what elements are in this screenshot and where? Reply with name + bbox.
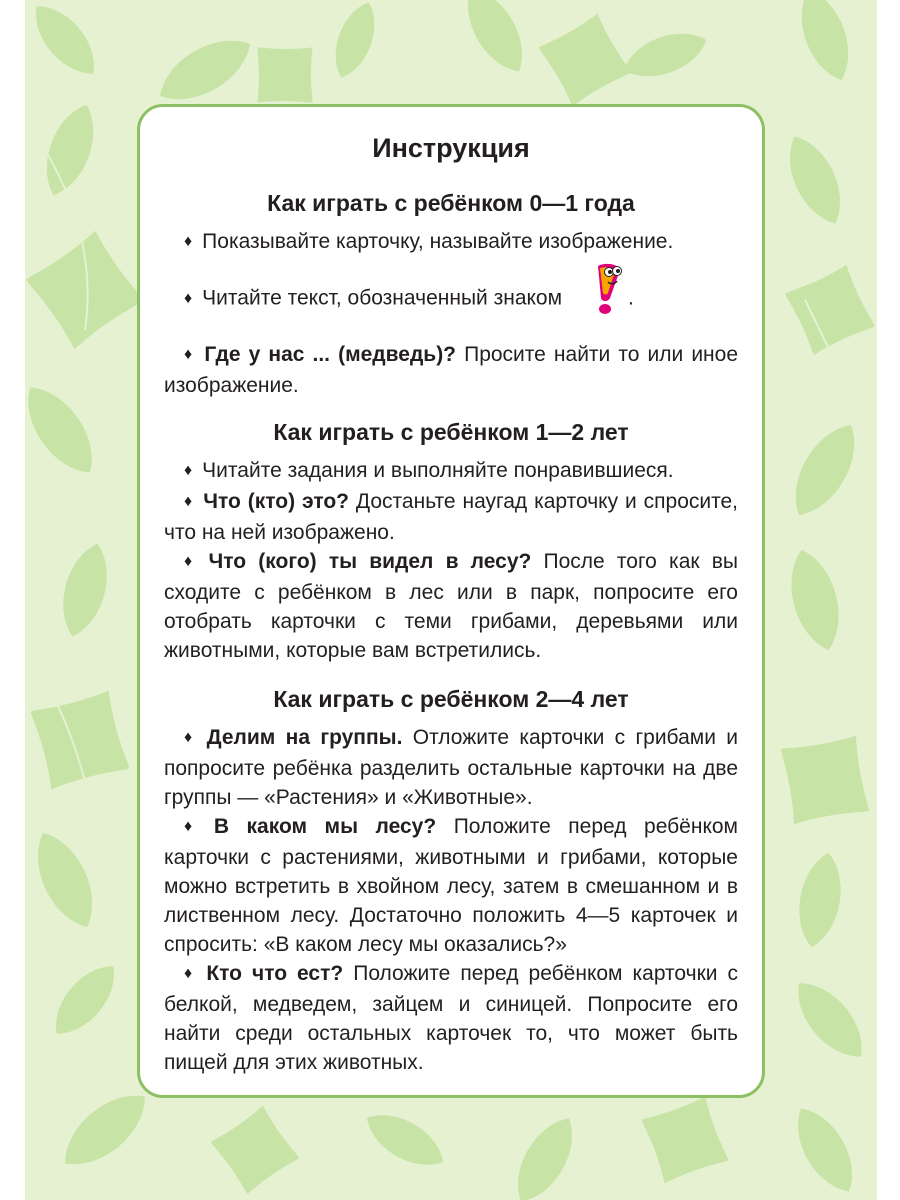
item-suffix: .	[628, 286, 634, 310]
list-item	[164, 340, 738, 400]
bullet-icon: ♦	[184, 553, 199, 570]
section-items-2-4	[164, 723, 738, 1077]
item-bold: Делим на группы.	[206, 726, 403, 749]
item-bold: Что (кто) это?	[203, 490, 349, 513]
item-bold: В каком мы лесу?	[213, 815, 437, 838]
bullet-icon: ♦	[184, 346, 195, 363]
item-bold: Где у нас ... (медведь)?	[204, 343, 457, 366]
item-bold: Что (кого) ты видел в лесу?	[208, 550, 532, 573]
item-text: Просите найти то или иное изображение.	[164, 343, 738, 397]
exclamation-mark-icon	[568, 260, 626, 324]
list-item	[164, 227, 738, 258]
list-item	[164, 456, 738, 487]
bullet-icon: ♦	[184, 289, 193, 307]
item-text: После того как вы сходите с ребёнком в лес или в парк, попросите его отобрать карточки с теми грибами, деревьями или животными, которые вам встретились.	[164, 550, 738, 662]
item-bold: Кто что ест?	[206, 962, 344, 985]
item-text: Читайте задания и выполняйте понравившиеся.	[202, 459, 674, 482]
section-items-0-1	[164, 227, 738, 400]
item-text: Отложите карточки с грибами и попросите ребёнка разделить остальные карточки на две группы — «Растения» и «Животные».	[164, 726, 738, 809]
item-text: Достаньте наугад карточку и спросите, что на ней изображено.	[164, 490, 738, 544]
instruction-card	[137, 104, 765, 1098]
item-text: Читайте текст, обозначенный знаком	[202, 286, 563, 310]
bullet-icon: ♦	[184, 233, 193, 250]
bullet-icon: ♦	[184, 493, 194, 510]
item-text: Положите перед ребёнком карточки с растениями, животными и грибами, которые можно встретить в хвойном лесу, затем в смешанном и в лиственном лесу. Достаточно положить 4—5 карточек и спросить: «В каком лесу мы оказались?»	[164, 815, 738, 956]
section-items-1-2	[164, 456, 738, 665]
list-item	[164, 959, 738, 1077]
section-heading-0-1: Как играть с ребёнком 0—1 года	[267, 190, 635, 216]
bullet-icon: ♦	[184, 818, 204, 835]
bullet-icon: ♦	[184, 462, 193, 479]
list-item	[164, 487, 738, 547]
item-text: Положите перед ребёнком карточки с белкой, медведем, зайцем и синицей. Попросите его найти среди остальных карточек то, что может быть пищей для этих животных.	[164, 962, 739, 1074]
section-heading-1-2: Как играть с ребёнком 1—2 лет	[273, 419, 629, 445]
list-item	[164, 547, 738, 665]
list-item	[164, 274, 738, 324]
bullet-icon: ♦	[184, 729, 197, 746]
bullet-icon: ♦	[184, 965, 197, 982]
list-item	[164, 812, 738, 959]
page-title: Инструкция	[372, 133, 530, 163]
item-text: Показывайте карточку, называйте изображение.	[202, 230, 674, 253]
list-item	[164, 723, 738, 812]
section-heading-2-4: Как играть с ребёнком 2—4 лет	[273, 686, 629, 712]
